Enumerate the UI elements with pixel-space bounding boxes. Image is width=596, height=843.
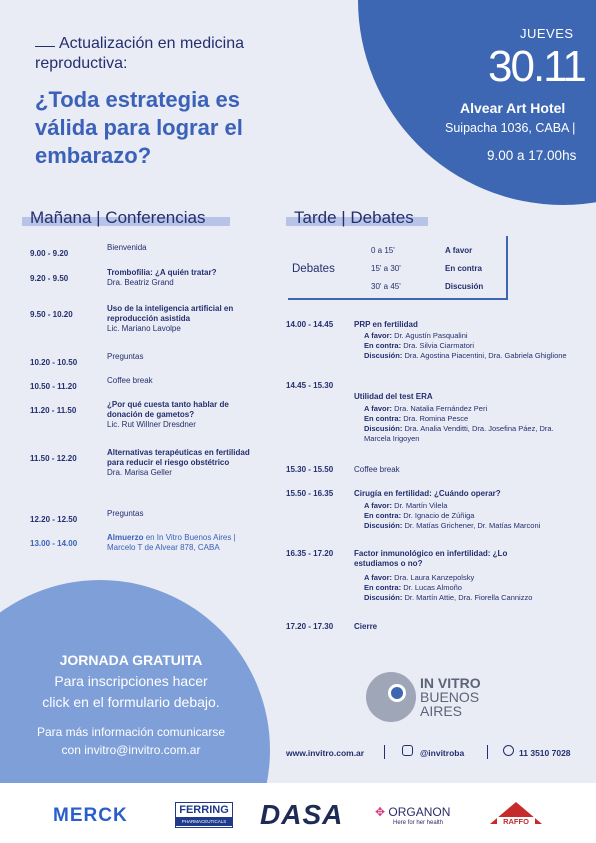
phone-number: 11 3510 7028 bbox=[519, 748, 571, 758]
afternoon-heading: Tarde | Debates bbox=[294, 208, 414, 227]
time: 11.20 - 11.50 bbox=[30, 406, 77, 415]
debate-time: 15' a 30' bbox=[371, 264, 401, 273]
time: 9.20 - 9.50 bbox=[30, 274, 69, 283]
website-link[interactable]: www.invitro.com.ar bbox=[286, 748, 365, 758]
debate-role: Discusión bbox=[445, 282, 484, 291]
event-address: Suipacha 1036, CABA | bbox=[445, 121, 576, 135]
merck-logo: MERCK bbox=[53, 805, 128, 826]
promo-info2[interactable]: con invitro@invitro.com.ar bbox=[61, 743, 201, 757]
time: 17.20 - 17.30 bbox=[286, 622, 334, 631]
ferring-logo: FERRING PHARMACEUTICALS bbox=[175, 802, 233, 828]
organon-logo: ✥ ORGANON bbox=[375, 805, 451, 819]
instagram-icon bbox=[402, 745, 413, 756]
event-date: 30.11 bbox=[488, 42, 585, 91]
agenda-item: Preguntas bbox=[107, 352, 144, 361]
debate-title: Cirugía en fertilidad: ¿Cuándo operar? bbox=[354, 489, 501, 498]
debate-time: 0 a 15' bbox=[371, 246, 395, 255]
agenda-item: Alternativas terapéuticas en fertilidad para reducir el riesgo obstétrico Dra. Marisa Geller bbox=[107, 448, 250, 477]
promo-info1: Para más información comunicarse bbox=[36, 725, 226, 739]
event-weekday: JUEVES bbox=[520, 26, 574, 41]
debate-details: A favor: Dra. Natalia Fernández Peri En contra: Dra. Romina Pesce Discusión: Dra. Analia Venditti, Dra. Josefina Páez, Dra. Marcela Irigoyen bbox=[364, 404, 554, 443]
agenda-item: Trombofilia: ¿A quién tratar? Dra. Beatriz Grand bbox=[107, 268, 217, 287]
subtitle: Actualización en medicina reproductiva: bbox=[35, 35, 244, 72]
invitro-logo-text: IN VITRO BUENOS AIRES bbox=[420, 675, 481, 719]
promo-headline: JORNADA GRATUITA bbox=[59, 652, 203, 668]
agenda-item: Cierre bbox=[354, 622, 378, 631]
time: 14.45 - 15.30 bbox=[286, 381, 334, 390]
debate-role: A favor bbox=[445, 246, 473, 255]
time: 12.20 - 12.50 bbox=[30, 515, 78, 524]
debate-details: A favor: Dra. Laura Kanzepolsky En contra: Dr. Lucas Almoño Discusión: Dr. Martín Attie, Dra. Fiorella Cannizzo bbox=[364, 573, 533, 602]
invitro-logo-icon bbox=[366, 672, 416, 722]
promo-line1: Para inscripciones hacer bbox=[54, 673, 208, 689]
separator bbox=[384, 745, 385, 759]
agenda-item: Bienvenida bbox=[107, 243, 147, 252]
debate-details: A favor: Dr. Martín Vilela En contra: Dr. Ignacio de Zúñiga Discusión: Dr. Matías Grichener, Dr. Matías Marconi bbox=[364, 501, 541, 530]
time: 10.20 - 10.50 bbox=[30, 358, 78, 367]
debate-title: PRP en fertilidad bbox=[354, 320, 418, 329]
page-title: ¿Toda estrategia es válida para lograr el embarazo? bbox=[35, 87, 243, 168]
time: 9.50 - 10.20 bbox=[30, 310, 73, 319]
agenda-item: Coffee break bbox=[354, 465, 400, 474]
time: 15.50 - 16.35 bbox=[286, 489, 334, 498]
event-venue: Alvear Art Hotel bbox=[460, 100, 566, 116]
instagram-link[interactable]: @invitroba bbox=[420, 748, 465, 758]
debate-details: A favor: Dr. Agustín Pasqualini En contra: Dra. Silvia Ciarmatori Discusión: Dra. Agostina Piacentini, Dra. Gabriela Ghiglione bbox=[364, 331, 567, 360]
debates-label: Debates bbox=[292, 263, 335, 275]
agenda-item-lunch: Almuerzo en In Vitro Buenos Aires | Marcelo T de Alvear 878, CABA bbox=[107, 533, 236, 552]
morning-heading: Mañana | Conferencias bbox=[30, 208, 206, 227]
debate-title: Utilidad del test ERA bbox=[354, 392, 433, 401]
time: 10.50 - 11.20 bbox=[30, 382, 77, 391]
organon-tagline: Here for her health bbox=[393, 820, 444, 826]
event-hours: 9.00 a 17.00hs bbox=[487, 148, 577, 163]
debate-role: En contra bbox=[445, 264, 482, 273]
dasa-logo: DASA bbox=[260, 799, 344, 830]
time: 9.00 - 9.20 bbox=[30, 249, 69, 258]
whatsapp-icon bbox=[503, 745, 514, 756]
time: 15.30 - 15.50 bbox=[286, 465, 334, 474]
time: 11.50 - 12.20 bbox=[30, 454, 77, 463]
debate-time: 30' a 45' bbox=[371, 282, 401, 291]
agenda-item: Uso de la inteligencia artificial en reproducción asistida Lic. Mariano Lavolpe bbox=[107, 304, 234, 333]
debate-title: Factor inmunológico en infertilidad: ¿Lo estudiamos o no? bbox=[354, 549, 508, 568]
agenda-item: ¿Por qué cuesta tanto hablar de donación de gametos? Lic. Rut Willner Dresdner bbox=[107, 400, 229, 429]
separator bbox=[487, 745, 488, 759]
agenda-item: Coffee break bbox=[107, 376, 153, 385]
time: 16.35 - 17.20 bbox=[286, 549, 334, 558]
time: 14.00 - 14.45 bbox=[286, 320, 334, 329]
raffo-logo: RAFFO bbox=[497, 817, 535, 826]
time: 13.00 - 14.00 bbox=[30, 539, 78, 548]
promo-line2[interactable]: click en el formulario debajo. bbox=[42, 694, 220, 710]
agenda-item: Preguntas bbox=[107, 509, 144, 518]
